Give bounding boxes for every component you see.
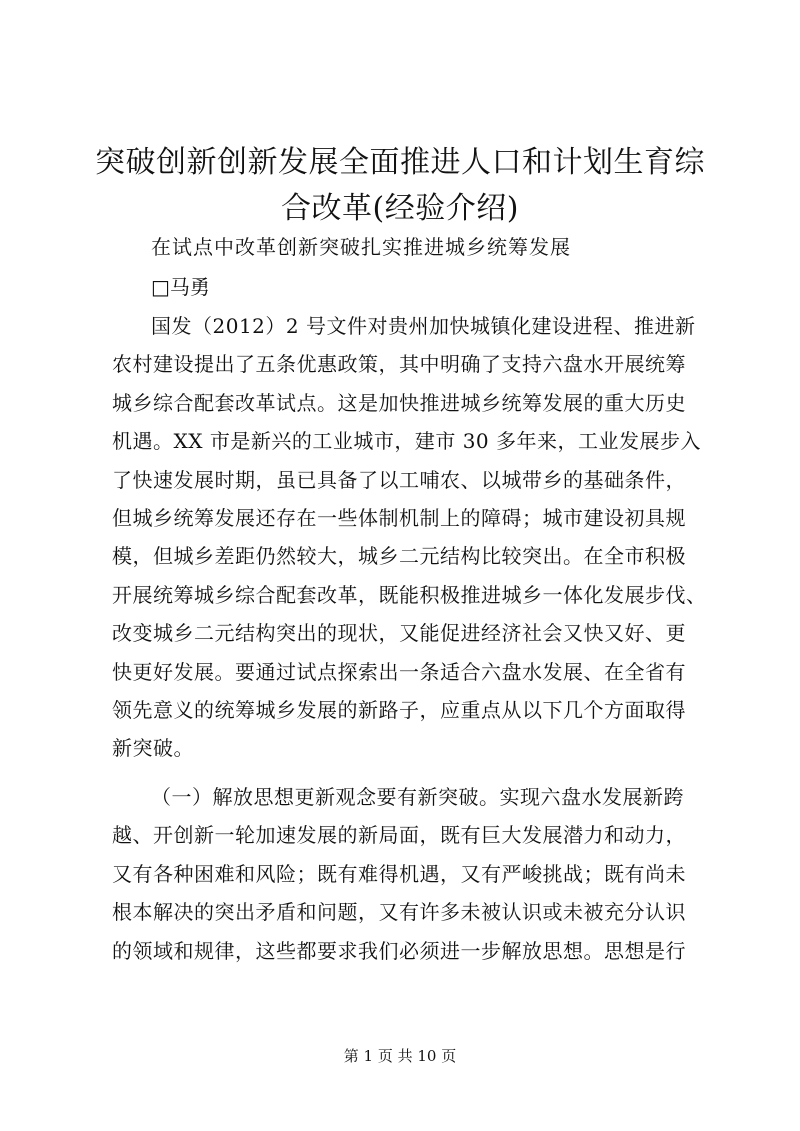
title-line: 突破创新创新发展全面推进人口和计划生育综: [95, 145, 705, 180]
author-line: □马勇: [151, 275, 210, 299]
text-line: 快更好发展。要通过试点探索出一条适合六盘水发展、在全省有: [112, 659, 686, 684]
document-title: [90, 140, 710, 232]
text-line: 机遇。XX 市是新兴的工业城市，建市 30 多年来，工业发展步入: [112, 429, 701, 454]
document-body: [112, 307, 707, 970]
text-line: 但城乡统筹发展还存在一些体制机制上的障碍；城市建设初具规: [112, 506, 686, 531]
text-line: 根本解决的突出矛盾和问题，又有许多未被认识或未被充分认识: [112, 900, 686, 925]
paragraph: [112, 307, 707, 768]
paragraph: [112, 778, 702, 970]
text-line: 农村建设提出了五条优惠政策，其中明确了支持六盘水开展统筹: [112, 352, 686, 377]
text-line: 国发（2012）2 号文件对贵州加快城镇化建设进程、推进新: [151, 314, 696, 338]
text-line: 开展统筹城乡综合配套改革，既能积极推进城乡一体化发展步伐、: [112, 582, 707, 607]
text-line: 越、开创新一轮加速发展的新局面，既有巨大发展潜力和动力，: [112, 823, 686, 848]
text-line: 的领域和规律，这些都要求我们必须进一步解放思想。思想是行: [112, 938, 686, 963]
text-line: 模，但城乡差距仍然较大，城乡二元结构比较突出。在全市积极: [112, 544, 686, 569]
text-line: 城乡综合配套改革试点。这是加快推进城乡统筹发展的重大历史: [112, 390, 686, 415]
text-line: 又有各种困难和风险；既有难得机遇，又有严峻挑战；既有尚未: [112, 861, 686, 886]
text-line: 改变城乡二元结构突出的现状，又能促进经济社会又快又好、更: [112, 621, 686, 646]
page-footer: 第 1 页 共 10 页: [343, 1047, 457, 1065]
text-line: 新突破。: [112, 736, 194, 761]
title-line: 合改革(经验介绍): [281, 191, 519, 226]
text-line: （一）解放思想更新观念要有新突破。实现六盘水发展新跨: [151, 784, 684, 809]
text-line: 了快速发展时期，虽已具备了以工哺农、以城带乡的基础条件，: [112, 467, 686, 492]
text-line: 领先意义的统筹城乡发展的新路子，应重点从以下几个方面取得: [112, 698, 686, 723]
document-subtitle: 在试点中改革创新突破扎实推进城乡统筹发展: [151, 235, 571, 259]
